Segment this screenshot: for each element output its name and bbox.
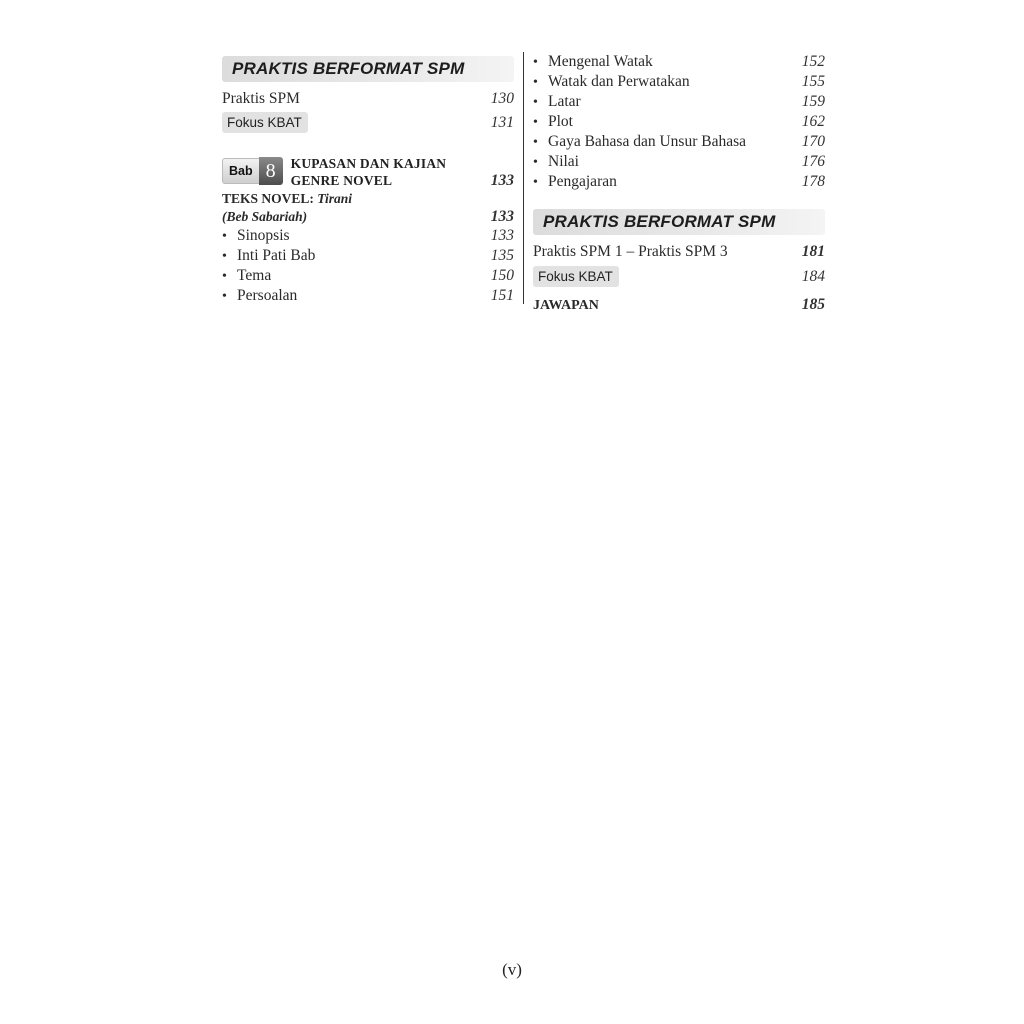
- toc-item-label: • Latar: [533, 92, 581, 112]
- toc-item-page: 150: [490, 267, 514, 284]
- fokus-kbat-badge: Fokus KBAT: [533, 266, 619, 287]
- toc-item-page: 151: [490, 287, 514, 304]
- toc-item-page: 135: [490, 247, 514, 264]
- toc-item-label: • Pengajaran: [533, 172, 617, 192]
- chapter-page: 133: [490, 172, 514, 189]
- toc-item-label: • Nilai: [533, 152, 579, 172]
- toc-list-item[interactable]: [533, 152, 825, 172]
- toc-entry-fokus-kbat-2[interactable]: [533, 266, 825, 287]
- toc-entry-praktis-spm[interactable]: [222, 89, 514, 108]
- toc-right-column: [533, 52, 825, 314]
- section-header-praktis-2: [533, 209, 825, 235]
- toc-entry-fokus-kbat[interactable]: [222, 112, 514, 133]
- chapter-8-header[interactable]: [222, 155, 514, 189]
- toc-item-label: • Sinopsis: [222, 226, 290, 246]
- toc-item-label: • Tema: [222, 266, 271, 286]
- chapter-badge: [222, 157, 283, 185]
- section-header-praktis: [222, 56, 514, 82]
- toc-list-item[interactable]: [222, 286, 514, 306]
- toc-entry-page: 185: [801, 296, 825, 313]
- toc-item-page: 152: [801, 53, 825, 70]
- toc-list-item[interactable]: [222, 246, 514, 266]
- toc-item-label: • Persoalan: [222, 286, 297, 306]
- page-number: (v): [502, 960, 522, 979]
- toc-entry-page: 184: [801, 268, 825, 285]
- toc-list-item[interactable]: [533, 72, 825, 92]
- toc-list-item[interactable]: [533, 132, 825, 152]
- toc-item-page: 178: [801, 173, 825, 190]
- toc-entry-page: 131: [490, 114, 514, 131]
- toc-list-item[interactable]: [533, 172, 825, 192]
- bab-number: 8: [259, 157, 283, 185]
- toc-item-label: • Mengenal Watak: [533, 52, 653, 72]
- chapter-title-line2: GENRE NOVEL: [290, 173, 393, 188]
- toc-item-label: • Watak dan Perwatakan: [533, 72, 690, 92]
- novel-title: Tirani: [317, 191, 353, 206]
- toc-entry-author[interactable]: [222, 207, 514, 226]
- toc-entry-label: Praktis SPM 1 – Praktis SPM 3: [533, 243, 728, 260]
- toc-right-list: [533, 52, 825, 192]
- section-title: PRAKTIS BERFORMAT SPM: [543, 212, 776, 231]
- toc-item-page: 155: [801, 73, 825, 90]
- toc-item-label: • Inti Pati Bab: [222, 246, 315, 266]
- toc-list-item[interactable]: [533, 52, 825, 72]
- author-name: (Beb Sabariah): [222, 209, 308, 224]
- toc-list-item[interactable]: [533, 92, 825, 112]
- toc-item-label: • Gaya Bahasa dan Unsur Bahasa: [533, 132, 746, 152]
- toc-item-page: 159: [801, 93, 825, 110]
- teks-novel-heading: [222, 190, 514, 207]
- section-title: PRAKTIS BERFORMAT SPM: [232, 59, 465, 78]
- toc-entry-page: 181: [801, 243, 825, 260]
- toc-entry-page: 130: [490, 90, 514, 107]
- column-divider: [523, 52, 524, 304]
- toc-item-page: 162: [801, 113, 825, 130]
- toc-entry-page: 133: [490, 208, 514, 225]
- bab-label: Bab: [222, 158, 259, 184]
- toc-item-page: 170: [801, 133, 825, 150]
- toc-item-page: 133: [490, 227, 514, 244]
- toc-list-item[interactable]: [222, 266, 514, 286]
- toc-left-list: [222, 226, 514, 306]
- toc-left-column: [222, 52, 514, 306]
- toc-entry-jawapan[interactable]: [533, 295, 825, 314]
- chapter-title-line1: KUPASAN DAN KAJIAN: [290, 156, 447, 171]
- fokus-kbat-badge: Fokus KBAT: [222, 112, 308, 133]
- toc-entry-praktis-spm-1-3[interactable]: [533, 242, 825, 261]
- jawapan-label: JAWAPAN: [533, 298, 599, 313]
- toc-entry-label: Praktis SPM: [222, 90, 300, 107]
- toc-item-label: • Plot: [533, 112, 573, 132]
- toc-list-item[interactable]: [533, 112, 825, 132]
- toc-list-item[interactable]: [222, 226, 514, 246]
- toc-item-page: 176: [801, 153, 825, 170]
- teks-novel-label: TEKS NOVEL:: [222, 191, 314, 206]
